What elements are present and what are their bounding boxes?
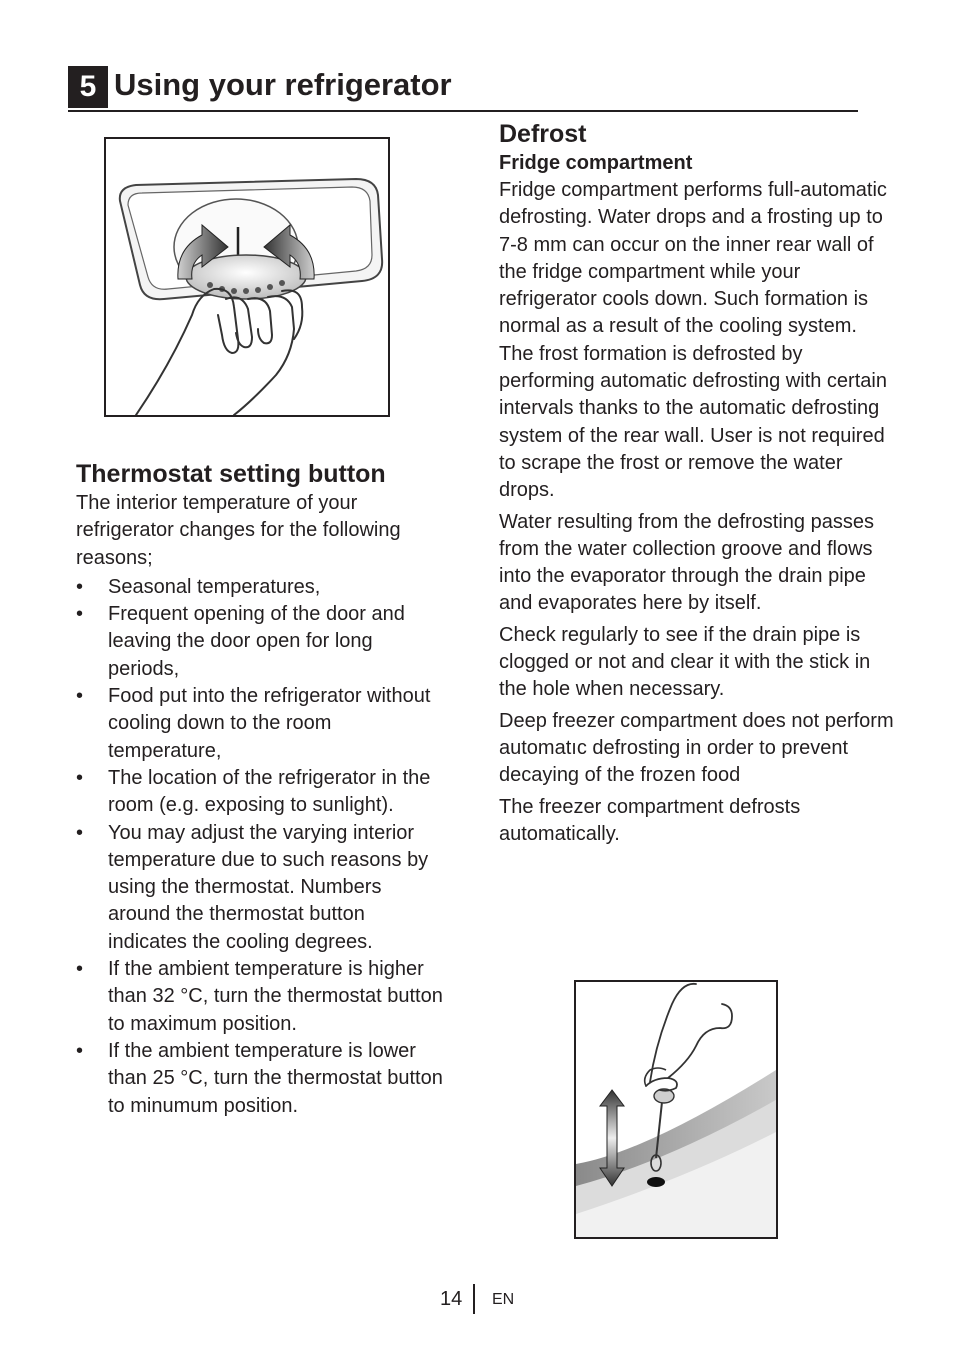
thermostat-section xyxy=(76,458,446,1120)
defrost-subheading: Fridge compartment xyxy=(499,152,693,174)
page-number: 14 xyxy=(440,1288,463,1310)
page-footer xyxy=(0,1286,954,1316)
defrost-paragraph: Fridge compartment performs full-automatic defrosting. Water drops and a frosting up to 7-8 mm can occur on the inner rear wall of the fridge compartment while your refrigerator cools down. Such formation is normal as a result of the cooling system. The frost formation is defrosted by performing automatic defrosting with certain intervals thanks to the automatic defrosting system of the rear wall. User is not required to scrape the frost or remove the water drops. xyxy=(499,179,887,502)
chapter-title: Using your refrigerator xyxy=(114,67,452,102)
hand-turning-thermostat-icon xyxy=(106,139,388,415)
list-item: • Seasonal temperatures, xyxy=(76,574,446,601)
footer-divider xyxy=(473,1284,475,1314)
defrost-paragraph: Water resulting from the defrosting passes from the water collection groove and flows into the evaporator through the drain pipe and evaporates here by itself. xyxy=(499,510,874,615)
list-item: • If the ambient temperature is lower than 25 °C, turn the thermostat button to minumum position. xyxy=(76,1038,446,1120)
drain-figure xyxy=(574,980,778,1239)
thermostat-intro: The interior temperature of your refrigerator changes for the following reasons; xyxy=(76,492,401,569)
list-item: • Frequent opening of the door and leaving the door open for long periods, xyxy=(76,601,446,683)
defrost-section xyxy=(499,118,894,848)
chapter-number: 5 xyxy=(68,66,108,108)
defrost-paragraph: Deep freezer compartment does not perform automatıc defrosting in order to prevent decaying of the frozen food xyxy=(499,709,894,787)
thermostat-bullet-list xyxy=(76,574,446,1120)
hand-cleaning-drain-icon xyxy=(576,982,776,1237)
language-code: EN xyxy=(492,1291,515,1308)
list-item: • The location of the refrigerator in the room (e.g. exposing to sunlight). xyxy=(76,765,446,820)
list-item: • Food put into the refrigerator without cooling down to the room temperature, xyxy=(76,683,446,765)
list-item: • If the ambient temperature is higher than 32 °C, turn the thermostat button to maximum position. xyxy=(76,956,446,1038)
defrost-paragraph: The freezer compartment defrosts automatically. xyxy=(499,795,801,845)
list-item: • You may adjust the varying interior temperature due to such reasons by using the thermostat. Numbers around the thermostat button indicates the cooling degrees. xyxy=(76,820,446,956)
chapter-header xyxy=(68,66,858,112)
thermostat-figure xyxy=(104,137,390,417)
thermostat-heading: Thermostat setting button xyxy=(76,460,386,488)
defrost-paragraph: Check regularly to see if the drain pipe is clogged or not and clear it with the stick in the hole when necessary. xyxy=(499,623,871,701)
defrost-heading: Defrost xyxy=(499,120,587,148)
